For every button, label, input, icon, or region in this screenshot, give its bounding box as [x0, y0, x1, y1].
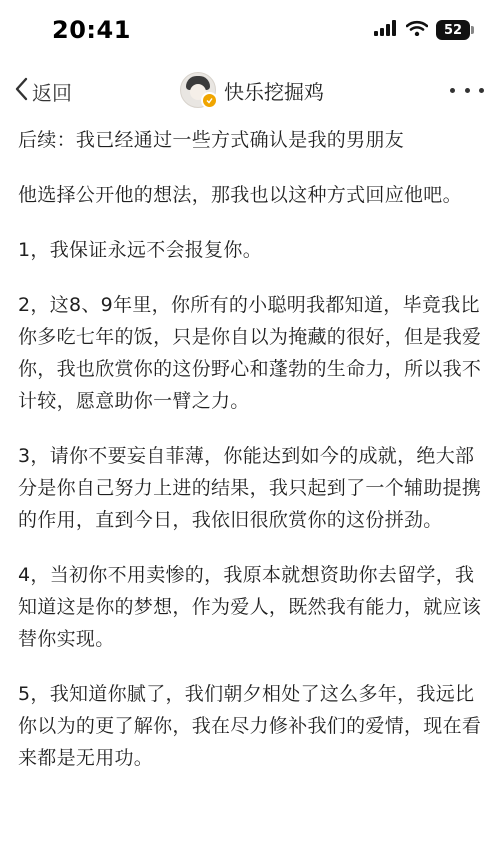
more-button[interactable]: [450, 78, 484, 102]
status-icons: [374, 20, 470, 40]
status-time: 20:41: [52, 16, 131, 44]
post-paragraph: 2，这8、9年里，你所有的小聪明我都知道，毕竟我比你多吃七年的饭，只是你自以为掩藏的很好，但是我爱你，我也欣赏你的这份野心和蓬勃的生命力，所以我不计较，愿意助你一臂之力。: [18, 294, 482, 412]
wifi-icon: [406, 20, 428, 40]
verified-badge-icon: [201, 92, 218, 109]
post-paragraph: 4，当初你不用卖惨的，我原本就想资助你去留学，我知道这是你的梦想，作为爱人，既然我有能力，就应该替你实现。: [18, 564, 482, 650]
more-icon-dot: [450, 88, 455, 93]
battery-icon: [436, 20, 470, 40]
post-content: [18, 124, 482, 797]
back-chevron-icon: [14, 77, 28, 105]
username[interactable]: 快乐挖掘鸡: [224, 79, 324, 104]
post-paragraph: 3，请你不要妄自菲薄，你能达到如今的成就，绝大部分是你自己努力上进的结果，我只起到了一个辅助提携的作用，直到今日，我依旧很欣赏你的这份拼劲。: [18, 445, 482, 531]
post-paragraph: 后续：我已经通过一些方式确认是我的男朋友: [18, 129, 405, 151]
post-paragraph: 他选择公开他的想法，那我也以这种方式回应他吧。: [18, 184, 462, 206]
avatar[interactable]: [180, 72, 216, 108]
nav-bar: [0, 64, 500, 118]
back-label: 返回: [32, 80, 72, 105]
more-icon-dot: [465, 88, 470, 93]
post-paragraph: 1，我保证永远不会报复你。: [18, 239, 262, 261]
more-icon-dot: [479, 88, 484, 93]
battery-level: 52: [443, 22, 463, 38]
post-paragraph: 5，我知道你腻了，我们朝夕相处了这么多年，我远比你以为的更了解你，我在尽力修补我们的爱情，现在看来都是无用功。: [18, 683, 482, 769]
back-button[interactable]: [14, 74, 72, 108]
signal-icon: [374, 20, 398, 40]
status-bar: [0, 0, 500, 64]
user-profile-link[interactable]: [180, 70, 324, 110]
